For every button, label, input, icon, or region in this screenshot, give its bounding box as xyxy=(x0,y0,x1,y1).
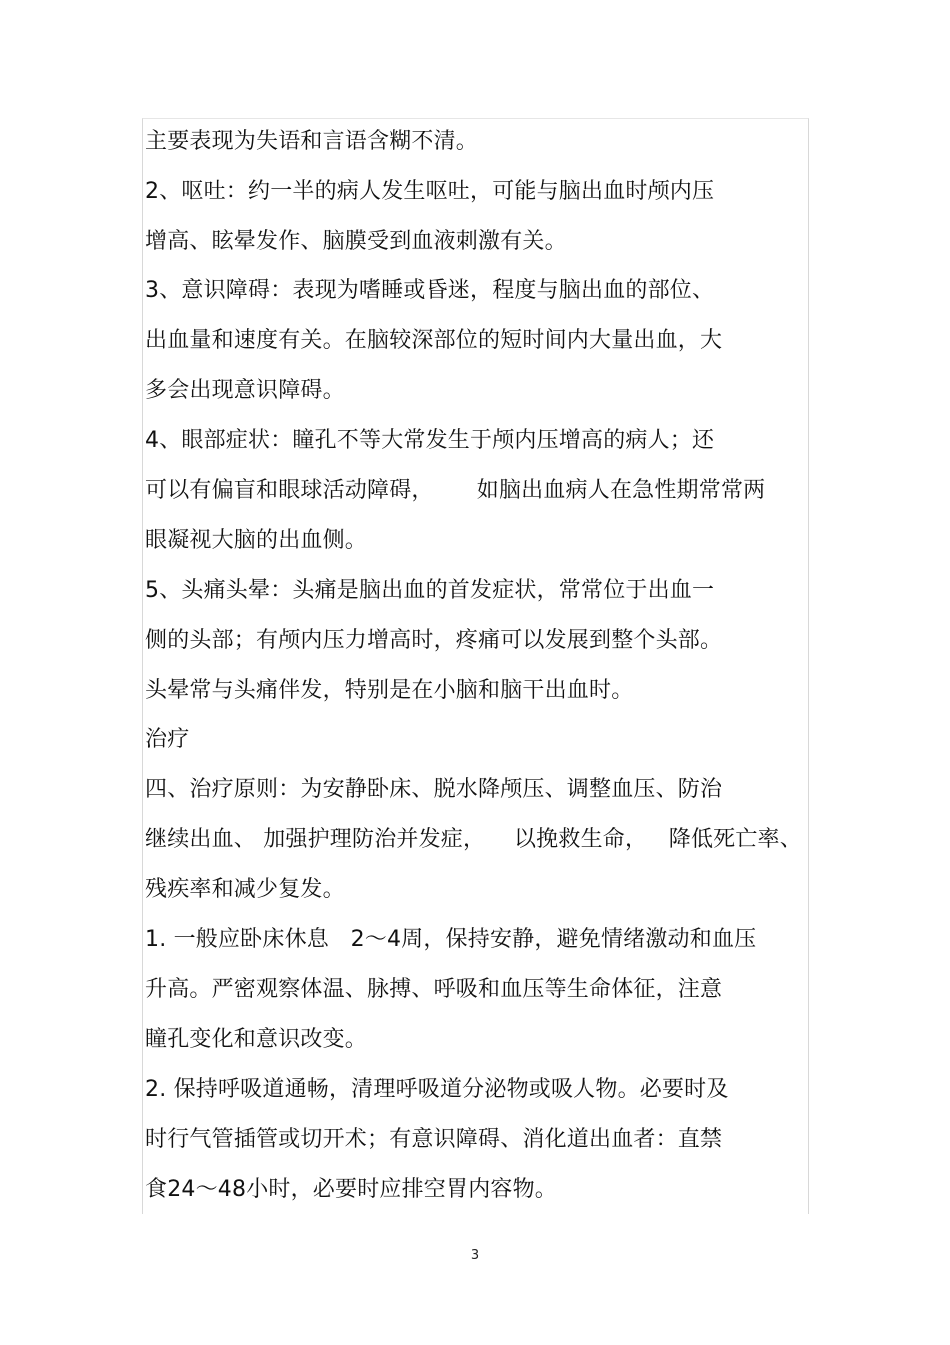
text-line: 1. 一般应卧床休息 2～4周，保持安静，避免情绪激动和血压 xyxy=(145,927,757,952)
text-line: 3、意识障碍：表现为嗜睡或昏迷，程度与脑出血的部位、 xyxy=(145,278,715,303)
text-line: 5、头痛头晕：头痛是脑出血的首发症状，常常位于出血一 xyxy=(145,578,715,603)
text-line: 残疾率和减少复发。 xyxy=(145,877,345,902)
text-line: 眼凝视大脑的出血侧。 xyxy=(145,528,368,553)
text-line: 头晕常与头痛伴发，特别是在小脑和脑干出血时。 xyxy=(145,678,634,703)
page-number: 3 xyxy=(470,1248,480,1263)
text-line: 出血量和速度有关。在脑较深部位的短时间内大量出血，大 xyxy=(145,328,723,353)
text-line: 可以有偏盲和眼球活动障碍， 如脑出血病人在急性期常常两 xyxy=(145,478,766,503)
text-line: 继续出血、 加强护理防治并发症， 以挽救生命， 降低死亡率、 xyxy=(145,827,802,852)
text-line: 主要表现为失语和言语含糊不清。 xyxy=(145,129,479,154)
text-line: 食24～48小时，必要时应排空胃内容物。 xyxy=(145,1177,557,1202)
text-line: 2. 保持呼吸道通畅，清理呼吸道分泌物或吸人物。必要时及 xyxy=(145,1077,729,1102)
text-line: 增高、眩晕发作、脑膜受到血液刺激有关。 xyxy=(145,229,567,254)
text-line: 2、呕吐：约一半的病人发生呕吐，可能与脑出血时颅内压 xyxy=(145,179,715,204)
section-heading: 治疗 xyxy=(145,727,190,752)
text-line: 侧的头部；有颅内压力增高时，疼痛可以发展到整个头部。 xyxy=(145,628,723,653)
text-line: 时行气管插管或切开术；有意识障碍、消化道出血者：直禁 xyxy=(145,1127,723,1152)
text-line: 多会出现意识障碍。 xyxy=(145,378,345,403)
text-line: 升高。严密观察体温、脉搏、呼吸和血压等生命体征，注意 xyxy=(145,977,723,1002)
text-line: 瞳孔变化和意识改变。 xyxy=(145,1027,368,1052)
text-line: 4、眼部症状：瞳孔不等大常发生于颅内压增高的病人；还 xyxy=(145,428,715,453)
text-line: 四、治疗原则：为安静卧床、脱水降颅压、调整血压、防治 xyxy=(145,777,723,802)
